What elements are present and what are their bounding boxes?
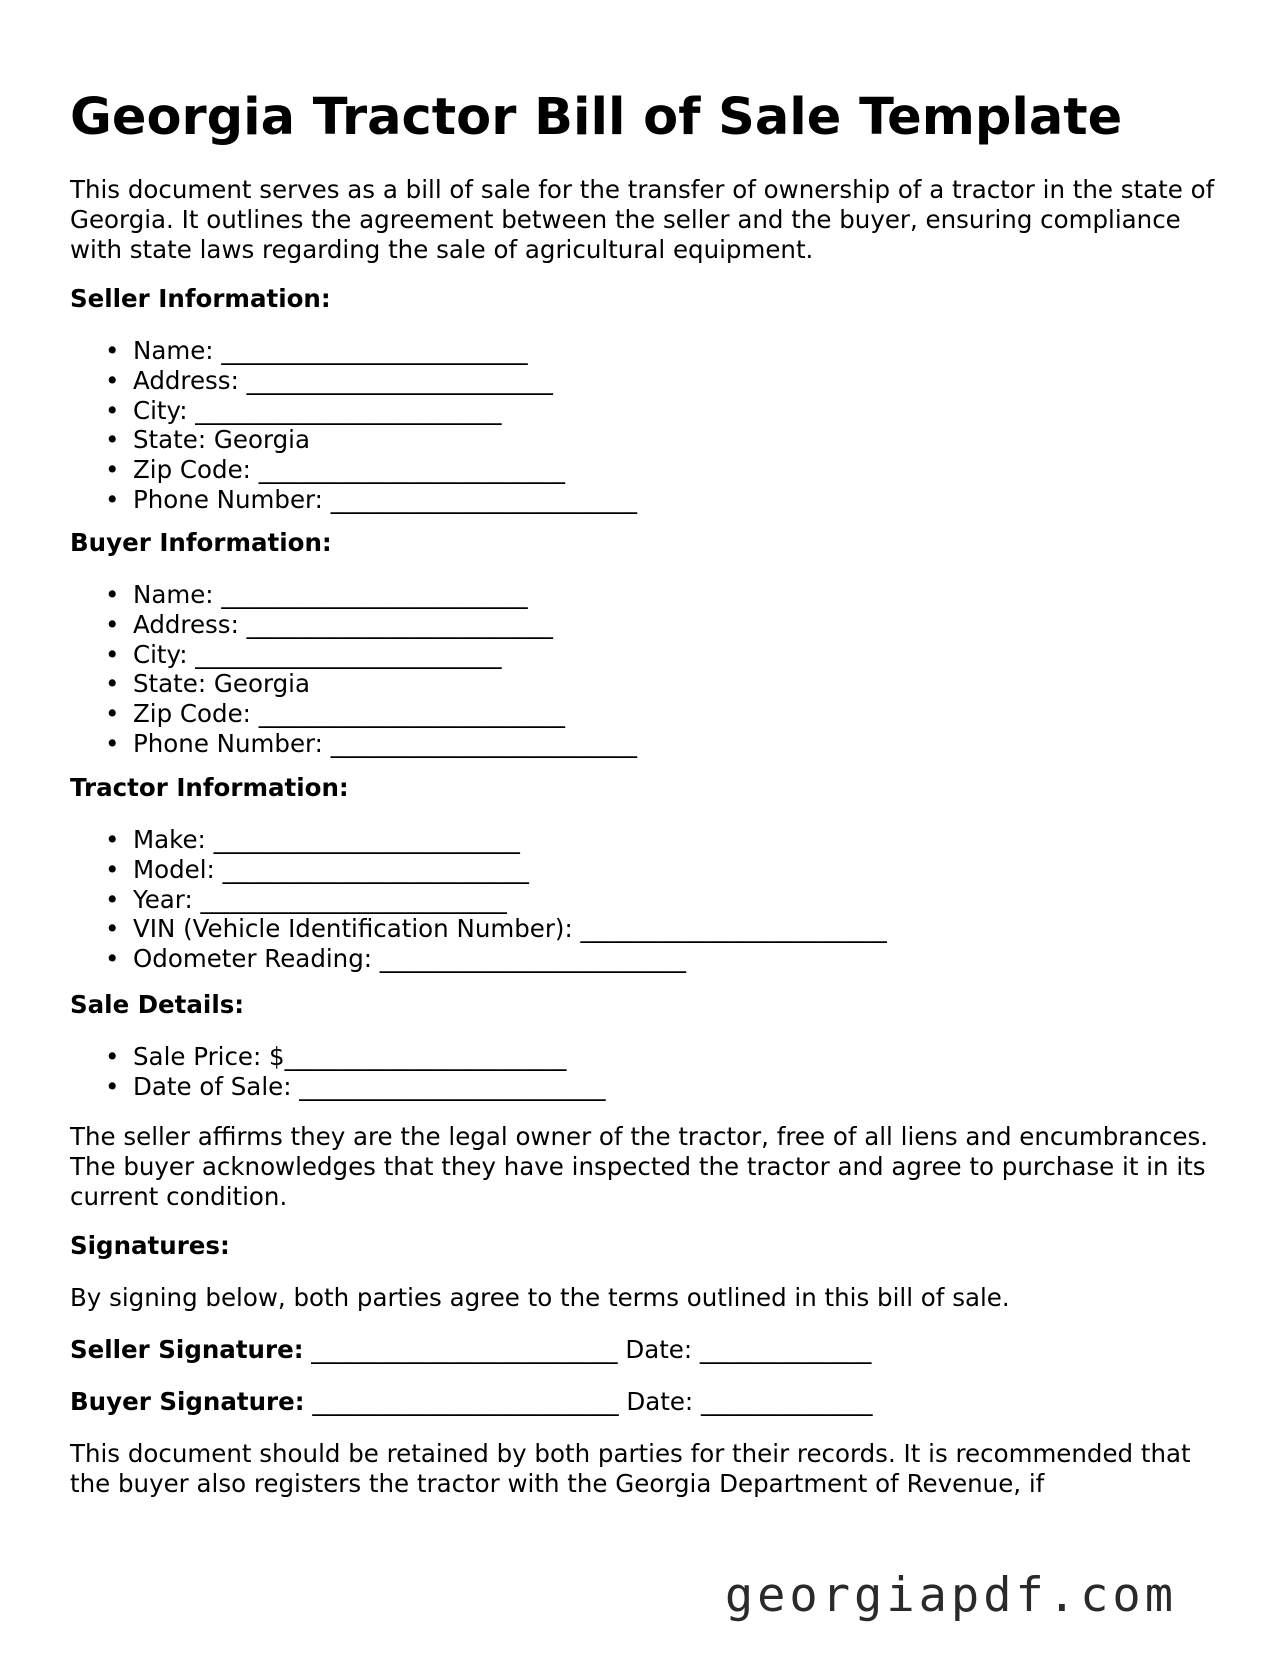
- watermark-text: georgiapdf.com: [724, 1568, 1177, 1623]
- seller-heading: Seller Information:: [70, 284, 331, 313]
- seller-signature-blank[interactable]: _________________________ Date: ______________: [303, 1335, 872, 1364]
- intro-paragraph: This document serves as a bill of sale for the transfer of ownership of a tractor in the state of Georgia. It outlines the agreement between the seller and the buyer, ensuring compliance with state laws regarding the sale of agricultural equipment.: [70, 175, 1215, 264]
- signatures-statement: By signing below, both parties agree to the terms outlined in this bill of sale.: [70, 1283, 1010, 1312]
- buyer-address-field[interactable]: • Address: _________________________: [70, 610, 637, 640]
- buyer-name-field[interactable]: • Name: _________________________: [70, 580, 637, 610]
- sale-heading: Sale Details:: [70, 990, 245, 1019]
- buyer-signature-label: Buyer Signature:: [70, 1387, 305, 1416]
- signatures-heading: Signatures:: [70, 1231, 230, 1260]
- tractor-list: [70, 825, 887, 974]
- tractor-vin-field[interactable]: • VIN (Vehicle Identification Number): _________________________: [70, 914, 887, 944]
- buyer-city-field[interactable]: • City: _________________________: [70, 640, 637, 670]
- buyer-list: [70, 580, 637, 759]
- buyer-heading: Buyer Information:: [70, 528, 332, 557]
- document-title: Georgia Tractor Bill of Sale Template: [70, 88, 1123, 147]
- seller-signature-label: Seller Signature:: [70, 1335, 304, 1364]
- seller-name-field[interactable]: • Name: _________________________: [70, 336, 637, 366]
- sale-price-field[interactable]: • Sale Price: $_______________________: [70, 1042, 606, 1072]
- buyer-zip-field[interactable]: • Zip Code: _________________________: [70, 699, 637, 729]
- sale-date-field[interactable]: • Date of Sale: _________________________: [70, 1072, 606, 1102]
- sale-list: [70, 1042, 606, 1102]
- tractor-heading: Tractor Information:: [70, 773, 349, 802]
- buyer-signature-line[interactable]: [70, 1387, 872, 1417]
- seller-signature-line[interactable]: [70, 1335, 871, 1365]
- closing-paragraph: This document should be retained by both parties for their records. It is recommended that the buyer also registers the tractor with the Georgia Department of Revenue, if: [70, 1439, 1191, 1498]
- seller-state-field: • State: Georgia: [70, 425, 637, 455]
- seller-address-field[interactable]: • Address: _________________________: [70, 366, 637, 396]
- tractor-year-field[interactable]: • Year: _________________________: [70, 885, 887, 915]
- buyer-signature-blank[interactable]: _________________________ Date: ______________: [304, 1387, 873, 1416]
- seller-list: [70, 336, 637, 515]
- tractor-odometer-field[interactable]: • Odometer Reading: _________________________: [70, 944, 887, 974]
- seller-phone-field[interactable]: • Phone Number: _________________________: [70, 485, 637, 515]
- affirmation-paragraph: The seller affirms they are the legal owner of the tractor, free of all liens and encumbrances. The buyer acknowledges that they have inspected the tractor and agree to purchase it in its current condition.: [70, 1122, 1209, 1211]
- buyer-phone-field[interactable]: • Phone Number: _________________________: [70, 729, 637, 759]
- tractor-model-field[interactable]: • Model: _________________________: [70, 855, 887, 885]
- buyer-state-field: • State: Georgia: [70, 669, 637, 699]
- seller-city-field[interactable]: • City: _________________________: [70, 396, 637, 426]
- tractor-make-field[interactable]: • Make: _________________________: [70, 825, 887, 855]
- seller-zip-field[interactable]: • Zip Code: _________________________: [70, 455, 637, 485]
